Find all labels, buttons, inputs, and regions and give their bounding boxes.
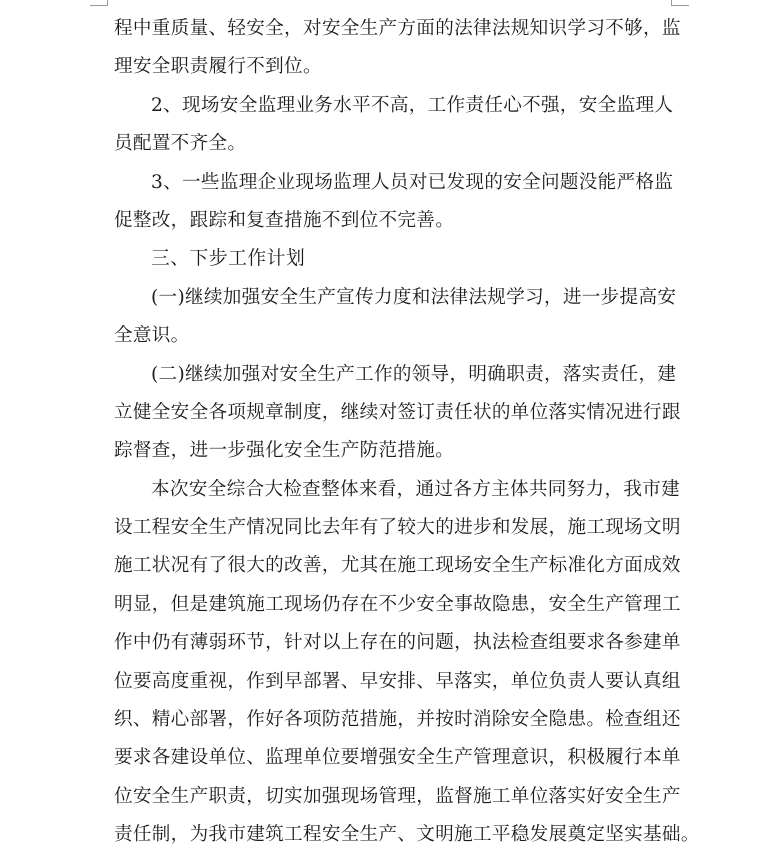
text-line: 立健全安全各项规章制度，继续对签订责任状的单位落实情况进行跟 [114,401,681,423]
plan-item-1: (一)继续加强安全生产宣传力度和法律法规学习，进一步提高安 [151,286,677,308]
corner-mark-right-h [671,5,689,6]
text-line: 明显，但是建筑施工现场仍存在不少安全事故隐患，安全生产管理工 [114,593,681,615]
text-line: 理安全职责履行不到位。 [114,56,322,78]
list-item-2: 2、现场安全监理业务水平不高，工作责任心不强，安全监理人 [151,94,674,116]
corner-mark-right-v [671,0,672,6]
corner-mark-left-h [90,5,108,6]
text-line: 促整改，跟踪和复查措施不到位不完善。 [114,209,455,231]
text-line: 责任制，为我市建筑工程安全生产、文明施工平稳发展奠定坚实基础。 [114,824,700,846]
summary-paragraph-start: 本次安全综合大检查整体来看，通过各方主体共同努力，我市建 [151,478,681,500]
text-line: 织、精心部署，作好各项防范措施，并按时消除安全隐患。检查组还 [114,709,681,731]
section-heading: 三、下步工作计划 [151,248,306,270]
text-line: 员配置不齐全。 [114,133,247,155]
text-line: 作中仍有薄弱环节，针对以上存在的问题，执法检查组要求各参建单 [114,632,681,654]
list-item-3: 3、一些监理企业现场监理人员对已发现的安全问题没能严格监 [151,171,674,193]
plan-item-2: (二)继续加强对安全生产工作的领导，明确职责，落实责任，建 [151,363,677,385]
body-text [114,10,700,855]
text-line: 位安全生产职责，切实加强现场管理，监督施工单位落实好安全生产 [114,785,681,807]
corner-mark-left-v [107,0,108,6]
text-line: 踪督查，进一步强化安全生产防范措施。 [114,440,455,462]
text-line: 要求各建设单位、监理单位要增强安全生产管理意识，积极履行本单 [114,747,681,769]
text-line: 程中重质量、轻安全，对安全生产方面的法律法规知识学习不够，监 [114,18,681,39]
text-line: 位要高度重视，作到早部署、早安排、早落实，单位负责人要认真组 [114,670,681,692]
text-line: 全意识。 [114,325,190,347]
text-line: 施工状况有了很大的改善，尤其在施工现场安全生产标准化方面成效 [114,555,681,577]
text-line: 设工程安全生产情况同比去年有了较大的进步和发展，施工现场文明 [114,517,681,539]
